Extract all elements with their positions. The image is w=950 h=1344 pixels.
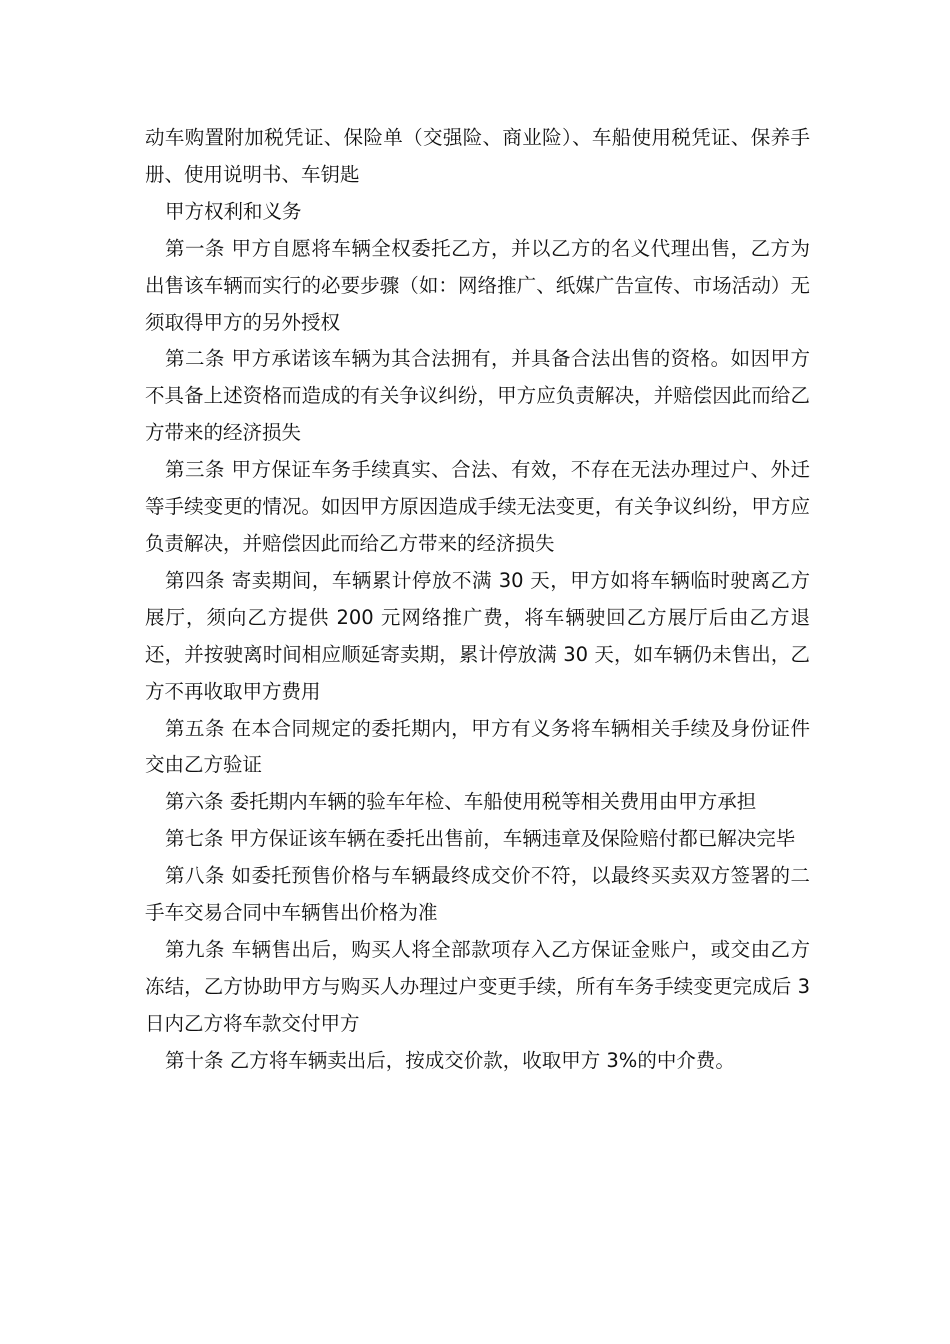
clause-4: 第四条 寄卖期间，车辆累计停放不满 30 天，甲方如将车辆临时驶离乙方展厅，须向乙方提供 200 元网络推广费，将车辆驶回乙方展厅后由乙方退还，并按驶离时间相应顺延寄卖期，累计停放满 30 天，如车辆仍未售出，乙方不再收取甲方费用 bbox=[145, 568, 810, 703]
clause-1: 第一条 甲方自愿将车辆全权委托乙方，并以乙方的名义代理出售，乙方为出售该车辆而实行的必要步骤（如：网络推广、纸媒广告宣传、市场活动）无须取得甲方的另外授权 bbox=[145, 236, 810, 334]
clause-3: 第三条 甲方保证车务手续真实、合法、有效，不存在无法办理过户、外迁等手续变更的情况。如因甲方原因造成手续无法变更，有关争议纠纷，甲方应负责解决，并赔偿因此而给乙方带来的经济损失 bbox=[145, 458, 810, 555]
section-heading-party-a-rights: 甲方权利和义务 bbox=[165, 199, 302, 223]
clause-9: 第九条 车辆售出后，购买人将全部款项存入乙方保证金账户，或交由乙方冻结，乙方协助甲方与购买人办理过户变更手续，所有车务手续变更完成后 3 日内乙方将车款交付甲方 bbox=[145, 937, 810, 1035]
clause-5: 第五条 在本合同规定的委托期内，甲方有义务将车辆相关手续及身份证件交由乙方验证 bbox=[145, 716, 810, 777]
clause-2: 第二条 甲方承诺该车辆为其合法拥有，并具备合法出售的资格。如因甲方不具备上述资格而造成的有关争议纠纷，甲方应负责解决，并赔偿因此而给乙方带来的经济损失 bbox=[145, 347, 810, 445]
clause-6: 第六条 委托期内车辆的验车年检、车船使用税等相关费用由甲方承担 bbox=[165, 790, 757, 814]
clause-7: 第七条 甲方保证该车辆在委托出售前，车辆违章及保险赔付都已解决完毕 bbox=[165, 827, 796, 851]
document-body bbox=[145, 120, 810, 1080]
paragraph-continuation: 动车购置附加税凭证、保险单（交强险、商业险）、车船使用税凭证、保养手册、使用说明书、车钥匙 bbox=[145, 126, 810, 186]
clause-8: 第八条 如委托预售价格与车辆最终成交价不符，以最终买卖双方签署的二手车交易合同中车辆售出价格为准 bbox=[145, 864, 810, 925]
clause-10: 第十条 乙方将车辆卖出后，按成交价款，收取甲方 3%的中介费。 bbox=[165, 1048, 735, 1072]
